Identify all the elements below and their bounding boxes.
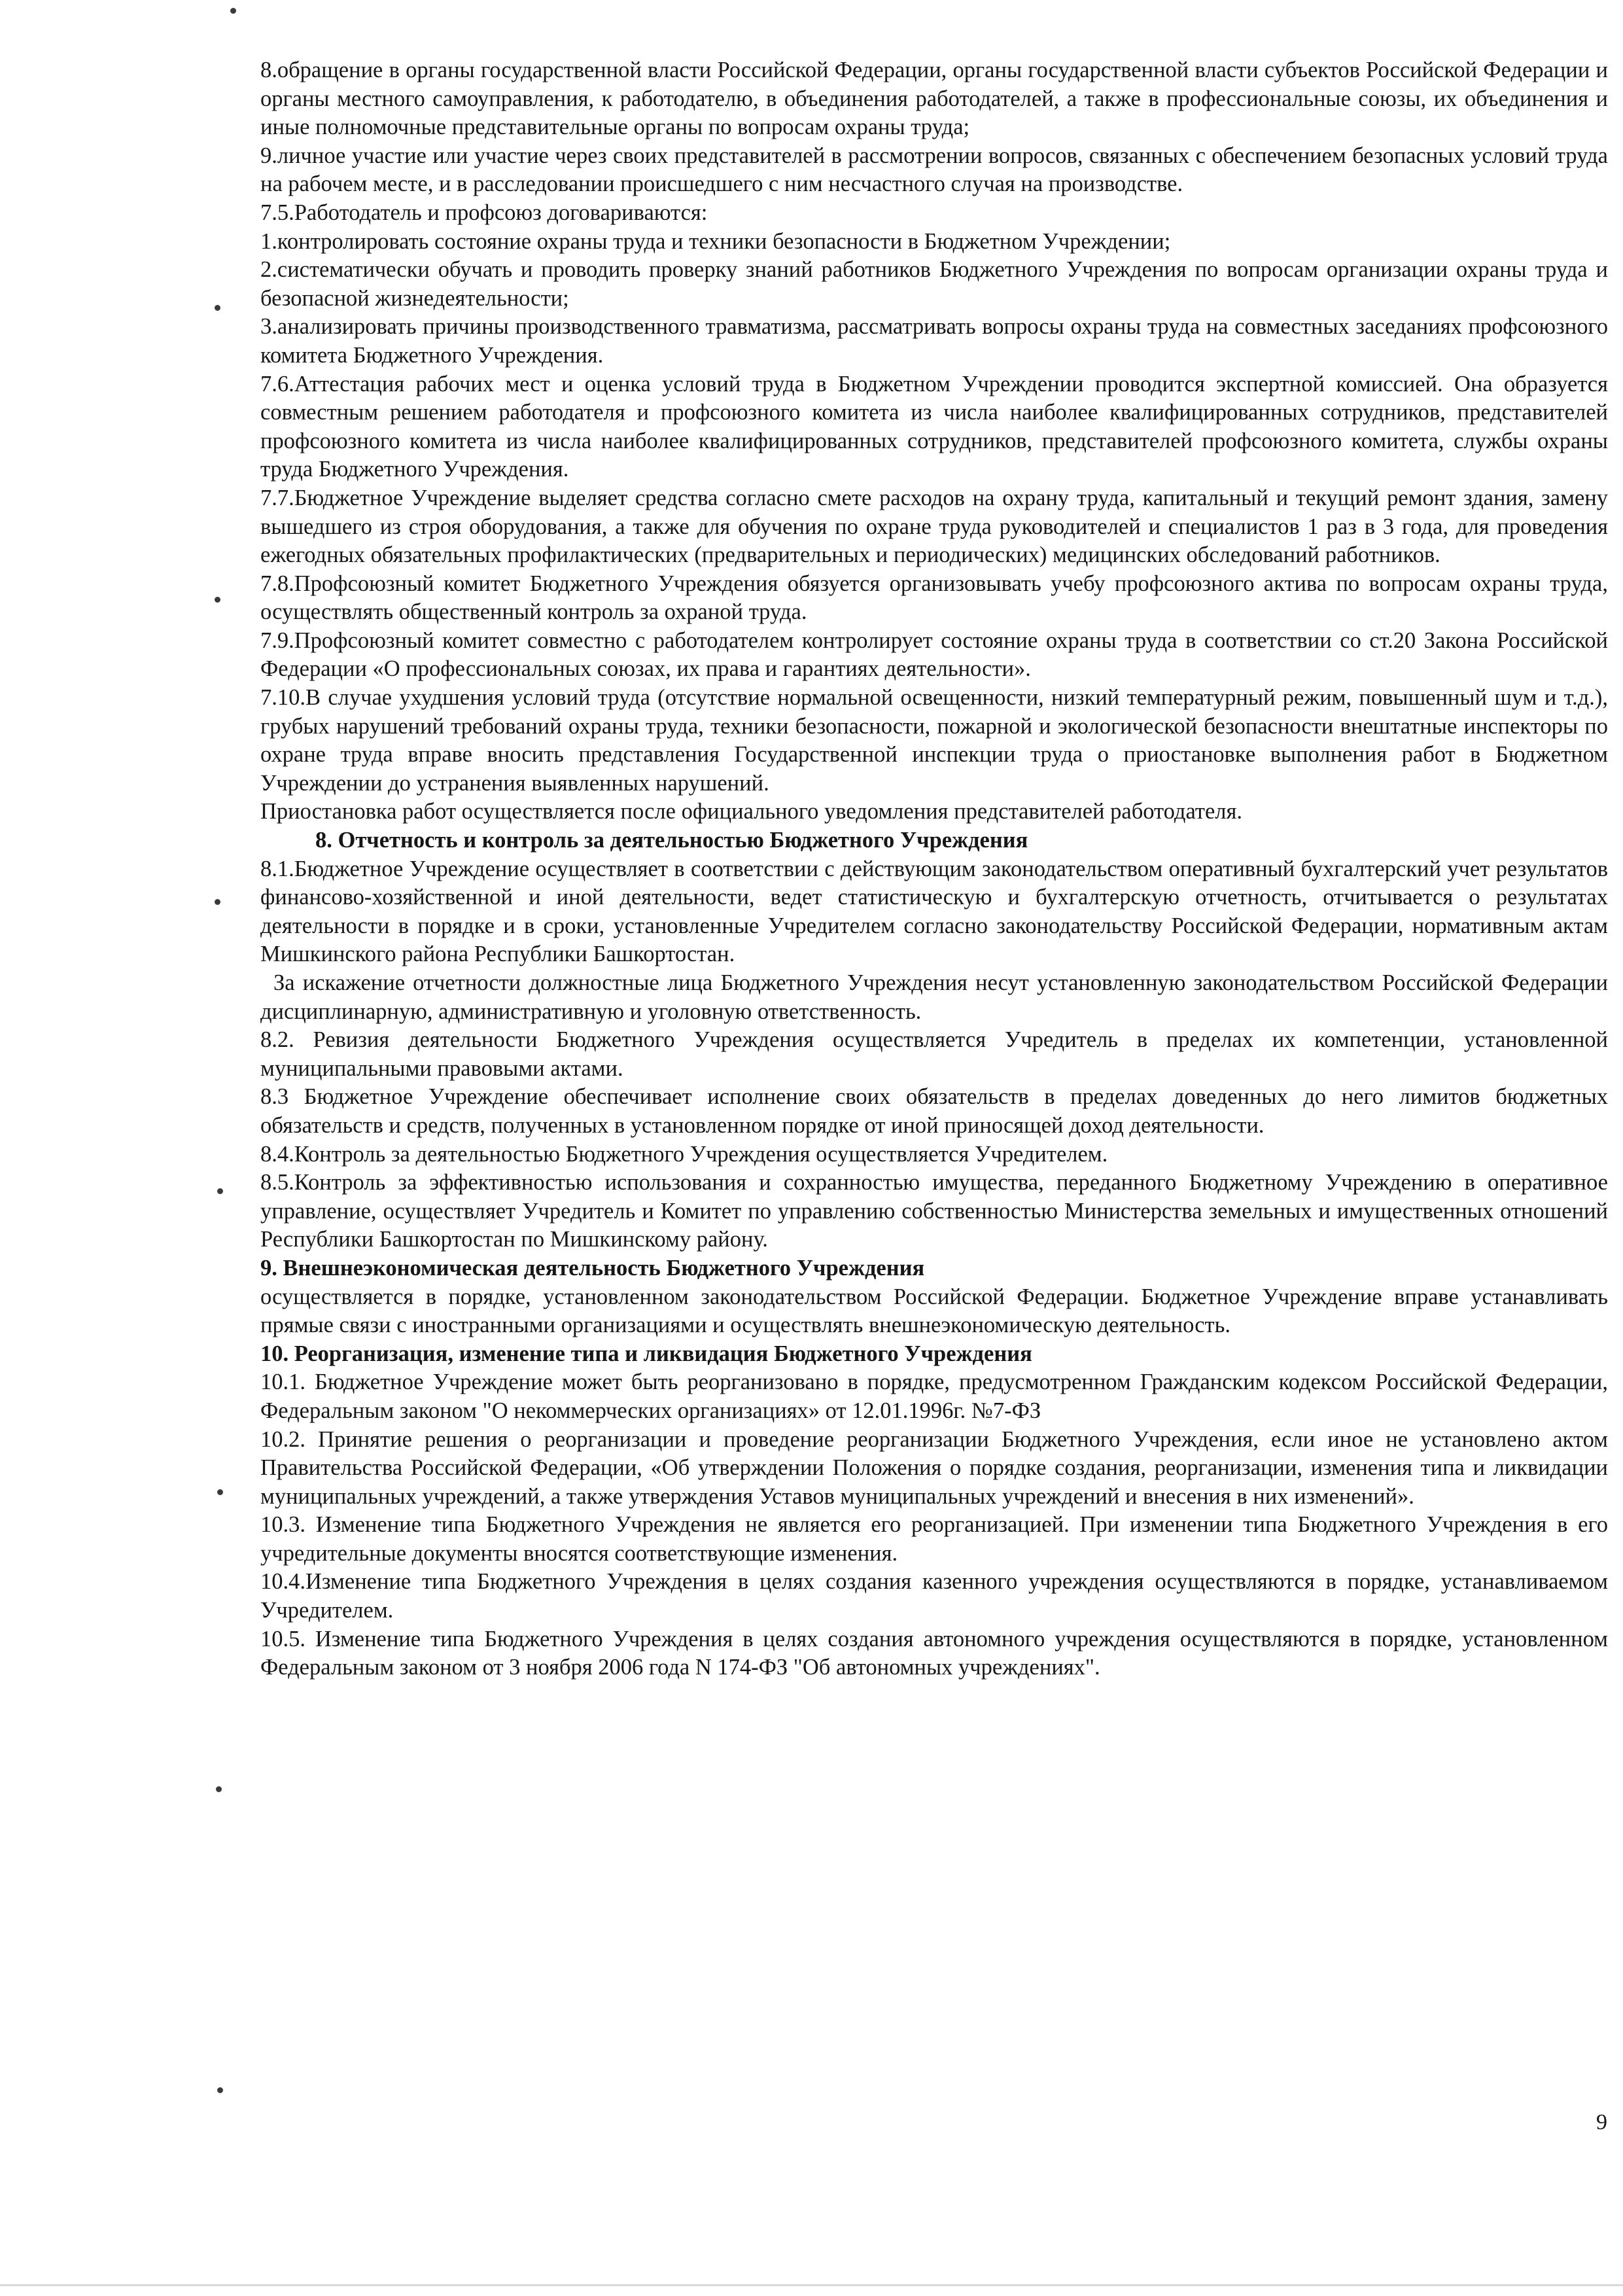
punch-hole-mark xyxy=(215,597,220,603)
punch-hole-mark xyxy=(216,1786,222,1792)
paragraph: 10.3. Изменение типа Бюджетного Учреждения не является его реорганизацией. При изменении типа Бюджетного Учреждения в его учредительные документы вносятся соответствующие изменения. xyxy=(260,1512,1608,1566)
paragraph: За искажение отчетности должностные лица Бюджетного Учреждения несут установленную законодательством Российской Федерации дисциплинарную, административную и уголовную ответственность. xyxy=(260,970,1608,1024)
paragraph: 8.5.Контроль за эффективностью использования и сохранностью имущества, переданного Бюджетному Учреждению в оперативное управление, осуществляет Учредитель и Комитет по управлению собственностью Министерства земельных и имущественных отношений Республики Башкортостан по Мишкинскому району. xyxy=(260,1170,1608,1252)
paragraph: 3.анализировать причины производственного травматизма, рассматривать вопросы охраны труда на совместных заседаниях профсоюзного комитета Бюджетного Учреждения. xyxy=(260,314,1608,368)
paragraph: 7.10.В случае ухудшения условий труда (отсутствие нормальной освещенности, низкий температурный режим, повышенный шум и т.д.), грубых нарушений требований охраны труда, техники безопасности, пожарной и экологической безопасности внештатные инспекторы по охране труда вправе вносить представления Государственной инспекции труда о приостановке выполнения работ в Бюджетном Учреждении до устранения выявленных нарушений. xyxy=(260,685,1608,796)
paragraph: 10.1. Бюджетное Учреждение может быть реорганизовано в порядке, предусмотренном Гражданским кодексом Российской Федерации, Федеральным законом "О некоммерческих организациях» от 12.01.1996г. №7-ФЗ xyxy=(260,1369,1608,1423)
document-body xyxy=(260,56,1608,1682)
paragraph: 8.обращение в органы государственной власти Российской Федерации, органы государственной власти субъектов Российской Федерации и органы местного самоуправления, к работодателю, в объединения работодателей, а также в профессиональные союзы, их объединения и иные полномочные представительные органы по вопросам охраны труда; xyxy=(260,58,1608,140)
paragraph: 7.5.Работодатель и профсоюз договариваются: xyxy=(260,200,708,225)
scan-edge xyxy=(0,2284,1623,2286)
paragraph: 7.6.Аттестация рабочих мест и оценка условий труда в Бюджетном Учреждении проводится экспертной комиссией. Она образуется совместным решением работодателя и профсоюзного комитета из числа наиболее квалифицированных сотрудников, представителей профсоюзного комитета из числа наиболее квалифицированных сотрудников, представителей профсоюзного комитета, службы охраны труда Бюджетного Учреждения. xyxy=(260,371,1608,482)
section-heading: 10. Реорганизация, изменение типа и ликвидация Бюджетного Учреждения xyxy=(260,1341,1032,1366)
paragraph: 10.4.Изменение типа Бюджетного Учреждения в целях создания казенного учреждения осуществляются в порядке, устанавливаемом Учредителем. xyxy=(260,1569,1608,1623)
section-heading: 8. Отчетность и контроль за деятельностью Бюджетного Учреждения xyxy=(315,828,1028,853)
paragraph: 8.1.Бюджетное Учреждение осуществляет в соответствии с действующим законодательством оперативный бухгалтерский учет результатов финансово-хозяйственной и иной деятельности, ведет статистическую и бухгалтерскую отчетность, отчитывается о результатах деятельности в порядке и в сроки, установленные Учредителем согласно законодательству Российской Федерации, нормативным актам Мишкинского района Республики Башкортостан. xyxy=(260,856,1608,967)
paragraph: 7.7.Бюджетное Учреждение выделяет средства согласно смете расходов на охрану труда, капитальный и текущий ремонт здания, замену вышедшего из строя оборудования, а также для обучения по охране труда руководителей и специалистов 1 раз в 3 года, для проведения ежегодных обязательных профилактических (предварительных и периодических) медицинских обследований работников. xyxy=(260,485,1608,568)
paragraph: 7.9.Профсоюзный комитет совместно с работодателем контролирует состояние охраны труда в соответствии со ст.20 Закона Российской Федерации «О профессиональных союзах, их права и гарантиях деятельности». xyxy=(260,627,1608,682)
paragraph: 10.2. Принятие решения о реорганизации и проведение реорганизации Бюджетного Учреждения, если иное не установлено актом Правительства Российской Федерации, «Об утверждении Положения о порядке создания, реорганизации, изменения типа и ликвидации муниципальных учреждений, а также утверждения Уставов муниципальных учреждений и внесения в них изменений». xyxy=(260,1426,1608,1509)
punch-hole-mark xyxy=(215,899,220,905)
punch-hole-mark xyxy=(217,2087,223,2093)
punch-hole-mark xyxy=(217,1188,223,1194)
paragraph: 9.личное участие или участие через своих представителей в рассмотрении вопросов, связанных с обеспечением безопасных условий труда на рабочем месте, и в расследовании происшедшего с ним несчастного случая на производстве. xyxy=(260,143,1608,197)
paragraph: Приостановка работ осуществляется после официального уведомления представителей работодателя. xyxy=(260,799,1243,824)
paragraph: 8.4.Контроль за деятельностью Бюджетного Учреждения осуществляется Учредителем. xyxy=(260,1141,1108,1167)
paragraph: 2.систематически обучать и проводить проверку знаний работников Бюджетного Учреждения по вопросам организации охраны труда и безопасной жизнедеятельности; xyxy=(260,257,1608,311)
paragraph: осуществляется в порядке, установленном законодательством Российской Федерации. Бюджетное Учреждение вправе устанавливать прямые связи с иностранными организациями и осуществлять внешнеэкономическую деятельность. xyxy=(260,1284,1608,1338)
punch-hole-mark xyxy=(217,1489,223,1495)
paragraph: 8.2. Ревизия деятельности Бюджетного Учреждения осуществляется Учредитель в пределах их компетенции, установленной муниципальными правовыми актами. xyxy=(260,1027,1608,1081)
paragraph: 1.контролировать состояние охраны труда и техники безопасности в Бюджетном Учреждении; xyxy=(260,228,1171,254)
punch-hole-mark xyxy=(215,305,220,311)
section-heading: 9. Внешнеэкономическая деятельность Бюджетного Учреждения xyxy=(260,1255,925,1280)
paragraph: 10.5. Изменение типа Бюджетного Учреждения в целях создания автономного учреждения осуществляются в порядке, установленном Федеральным законом от 3 ноября 2006 года N 174-ФЗ "Об автономных учреждениях". xyxy=(260,1626,1608,1680)
paragraph: 7.8.Профсоюзный комитет Бюджетного Учреждения обязуется организовывать учебу профсоюзного актива по вопросам охраны труда, осуществлять общественный контроль за охраной труда. xyxy=(260,571,1608,625)
punch-hole-mark xyxy=(230,8,236,14)
page-number: 9 xyxy=(1596,2110,1607,2134)
paragraph: 8.3 Бюджетное Учреждение обеспечивает исполнение своих обязательств в пределах доведенных до него лимитов бюджетных обязательств и средств, полученных в установленном порядке от иной приносящей доход деятельности. xyxy=(260,1084,1608,1138)
